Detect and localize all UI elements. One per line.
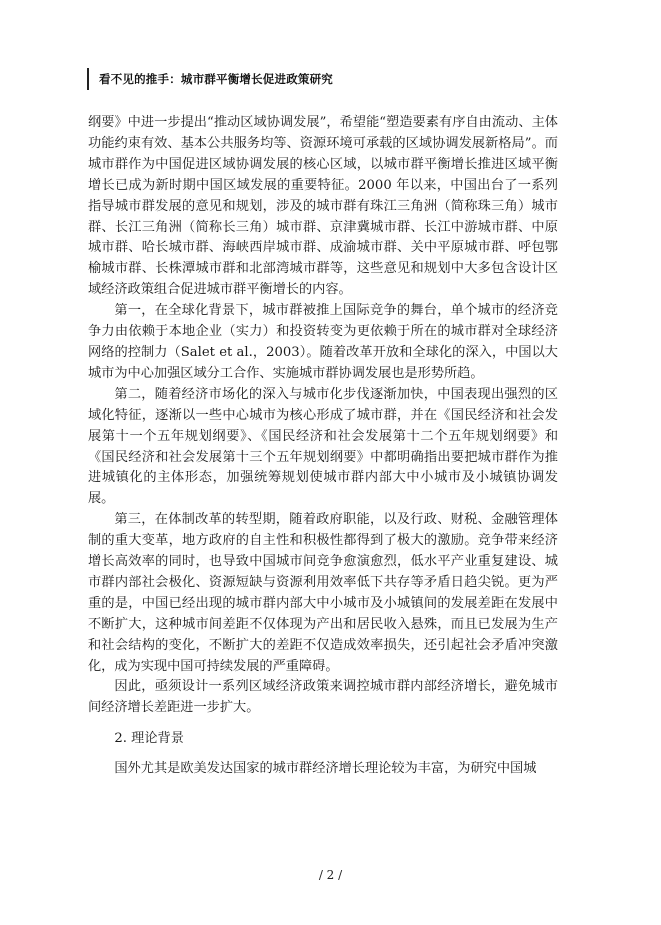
section-heading: 2. 理论背景 [114, 731, 184, 747]
paragraph: 第二，随着经济市场化的深入与城市化步伐逐渐加快，中国表现出强烈的区域化特征，逐渐以一些中心城市为核心形成了城市群，并在《国民经济和社会发展第十一个五年规划纲要》、《国民经济和社会发展第十二个五年规划纲要》和《国民经济和社会发展第十三个五年规划纲要》中都明确指出要把城市群作为推进城镇化的主体形态，加强统筹规划使城市群内部大中小城市及小城镇协调发展。 [88, 386, 558, 507]
header-rule [87, 68, 89, 90]
page-number: / 2 / [318, 868, 343, 882]
paragraph: 第一，在全球化背景下，城市群被推上国际竞争的舞台，单个城市的经济竞争力由依赖于本地企业（实力）和投资转变为更依赖于所在的城市群对全球经济网络的控制力（Salet et al.，2003）。随着改革开放和全球化的深入，中国以大城市为中心加强区域分工合作、实施城市群协调发展也是形势所趋。 [88, 303, 558, 381]
paragraph-continued: 纲要》中进一步提出“推动区域协调发展”，希望能“塑造要素有序自由流动、主体功能约束有效、基本公共服务均等、资源环境可承载的区域协调发展新格局”。而城市群作为中国促进区域协调发展的核心区域，以城市群平衡增长推进区域平衡增长已成为新时期中国区域发展的重要特征。2000 年以来，中国出台了一系列指导城市群发展的意见和规划，涉及的城市群有珠江三角洲（简称珠三角）城市群、长江三角洲（简称长三角）城市群、京津冀城市群、长江中游城市群、中原城市群、哈长城市群、海峡西岸城市群、成渝城市群、关中平原城市群、呼包鄂榆城市群、长株潭城市群和北部湾城市群等，这些意见和规划中大多包含设计区域经济政策组合促进城市群平衡增长的内容。 [88, 115, 558, 298]
paragraph: 因此，亟须设计一系列区域经济政策来调控城市群内部经济增长，避免城市间经济增长差距进一步扩大。 [88, 679, 558, 716]
running-header [87, 68, 333, 90]
paragraph: 第三，在体制改革的转型期，随着政府职能，以及行政、财税、金融管理体制的重大变革，地方政府的自主性和积极性都得到了极大的激励。竞争带来经济增长高效率的同时，也导致中国城市间竞争愈演愈烈，低水平产业重复建设、城市群内部社会极化、资源短缺与资源利用效率低下共存等矛盾日趋尖锐。更为严重的是，中国已经出现的城市群内部大中小城市及小城镇间的发展差距在发展中不断扩大，这种城市间差距不仅体现为产出和居民收入悬殊，而且已发展为生产和社会结构的变化，不断扩大的差距不仅造成效率损失，还引起社会矛盾冲突激化，成为实现中国可持续发展的严重障碍。 [88, 512, 558, 674]
paragraph: 国外尤其是欧美发达国家的城市群经济增长理论较为丰富，为研究中国城 [114, 761, 537, 777]
header-title: 看不见的推手：城市群平衡增长促进政策研究 [99, 72, 333, 86]
body-text [88, 113, 558, 780]
